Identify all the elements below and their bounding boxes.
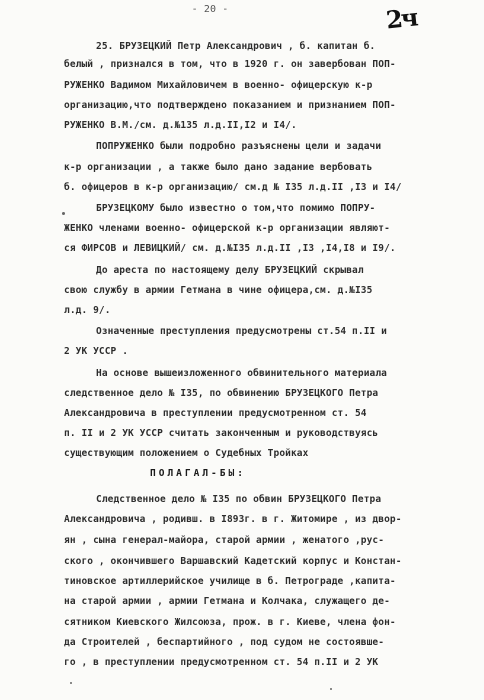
text-line: ся ФИРСОВ и ЛЕВИЦКИЙ/ см. д.№I35 л.д.II ,I3 ,I4,I8 и I9/. — [64, 243, 396, 254]
scan-speck — [330, 688, 332, 690]
text-line: б. офицеров в к-р организацию/ см.д № I35 л.д.II ,I3 и I4/ — [64, 182, 402, 193]
text-line: ского , окончившего Варшавский Кадетский корпус и Констан- — [64, 556, 402, 567]
text-line: РУЖЕНКО Вадимом Михайловичем в военно- офицерскую к-р — [64, 80, 373, 91]
text-line: БРУЗЕЦКОМУ было известно о том,что помимо ПОПРУ- — [96, 203, 376, 214]
scan-speck — [62, 212, 65, 215]
text-line: Александровича в преступлении предусмотренном ст. 54 — [64, 408, 367, 419]
text-line: существующим положением о Судебных Тройках — [64, 448, 309, 459]
text-line: следственное дело № I35, по обвинению БРУЗЕЦКОГО Петра — [64, 388, 379, 399]
text-line: Следственное дело № I35 по обвин БРУЗЕЦКОГО Петра — [96, 494, 382, 505]
text-line: на старой армии , армии Гетмана и Колчака, служащего де- — [64, 596, 390, 607]
text-line: да Строителей , беспартийного , под судом не состоявше- — [64, 637, 385, 648]
text-line: п. II и 2 УК УССР считать законченным и руководствуясь — [64, 428, 379, 439]
text-line: свою службу в армии Гетмана в чине офицера,см. д.№I35 — [64, 285, 373, 296]
text-line: На основе вышеизложенного обвинительного материала — [96, 368, 387, 379]
text-line: 2 УК УССР . — [64, 346, 129, 357]
text-line: 25. БРУЗЕЦКИЙ Петр Александрович , б. капитан б. — [96, 41, 376, 52]
text-line: к-р организации , а также было дано задание вербовать — [64, 162, 373, 173]
text-line: тиновское артиллерийское училище в б. Петрограде ,капита- — [64, 576, 396, 587]
handwritten-page-number: 2ч — [384, 2, 418, 35]
text-line: организацию,что подтверждено показанием и признанием ПОП- — [64, 100, 396, 111]
scan-speck — [70, 682, 72, 684]
text-line: л.д. 9/. — [64, 305, 111, 316]
text-line: белый , признался в том, что в 1920 г. он завербован ПОП- — [64, 59, 396, 70]
text-line: Означенные преступления предусмотрены ст.54 п.II и — [96, 326, 387, 337]
text-line: го , в преступлении предусмотренном ст. 54 п.II и 2 УК — [64, 657, 379, 668]
text-line: ян , сына генерал-майора, старой армии , женатого ,рус- — [64, 535, 385, 546]
text-line: До ареста по настоящему делу БРУЗЕЦКИЙ скрывал — [96, 265, 364, 276]
text-line: сятником Киевского Жилсоюза, прож. в г. Киеве, члена фон- — [64, 617, 396, 628]
section-heading: ПОЛАГАЛ-БЫ: — [150, 468, 246, 479]
text-line: ЖЕНКО членами военно- офицерской к-р организации являют- — [64, 223, 390, 234]
page-number: - 20 - — [191, 4, 229, 15]
text-line: РУЖЕНКО В.М./см. д.№135 л.д.II,I2 и I4/. — [64, 120, 297, 131]
text-line: ПОПРУЖЕНКО были подробно разъяснены цели и задачи — [96, 141, 382, 152]
text-line: Александровича , родивш. в I893г. в г. Житомире , из двор- — [64, 514, 402, 525]
